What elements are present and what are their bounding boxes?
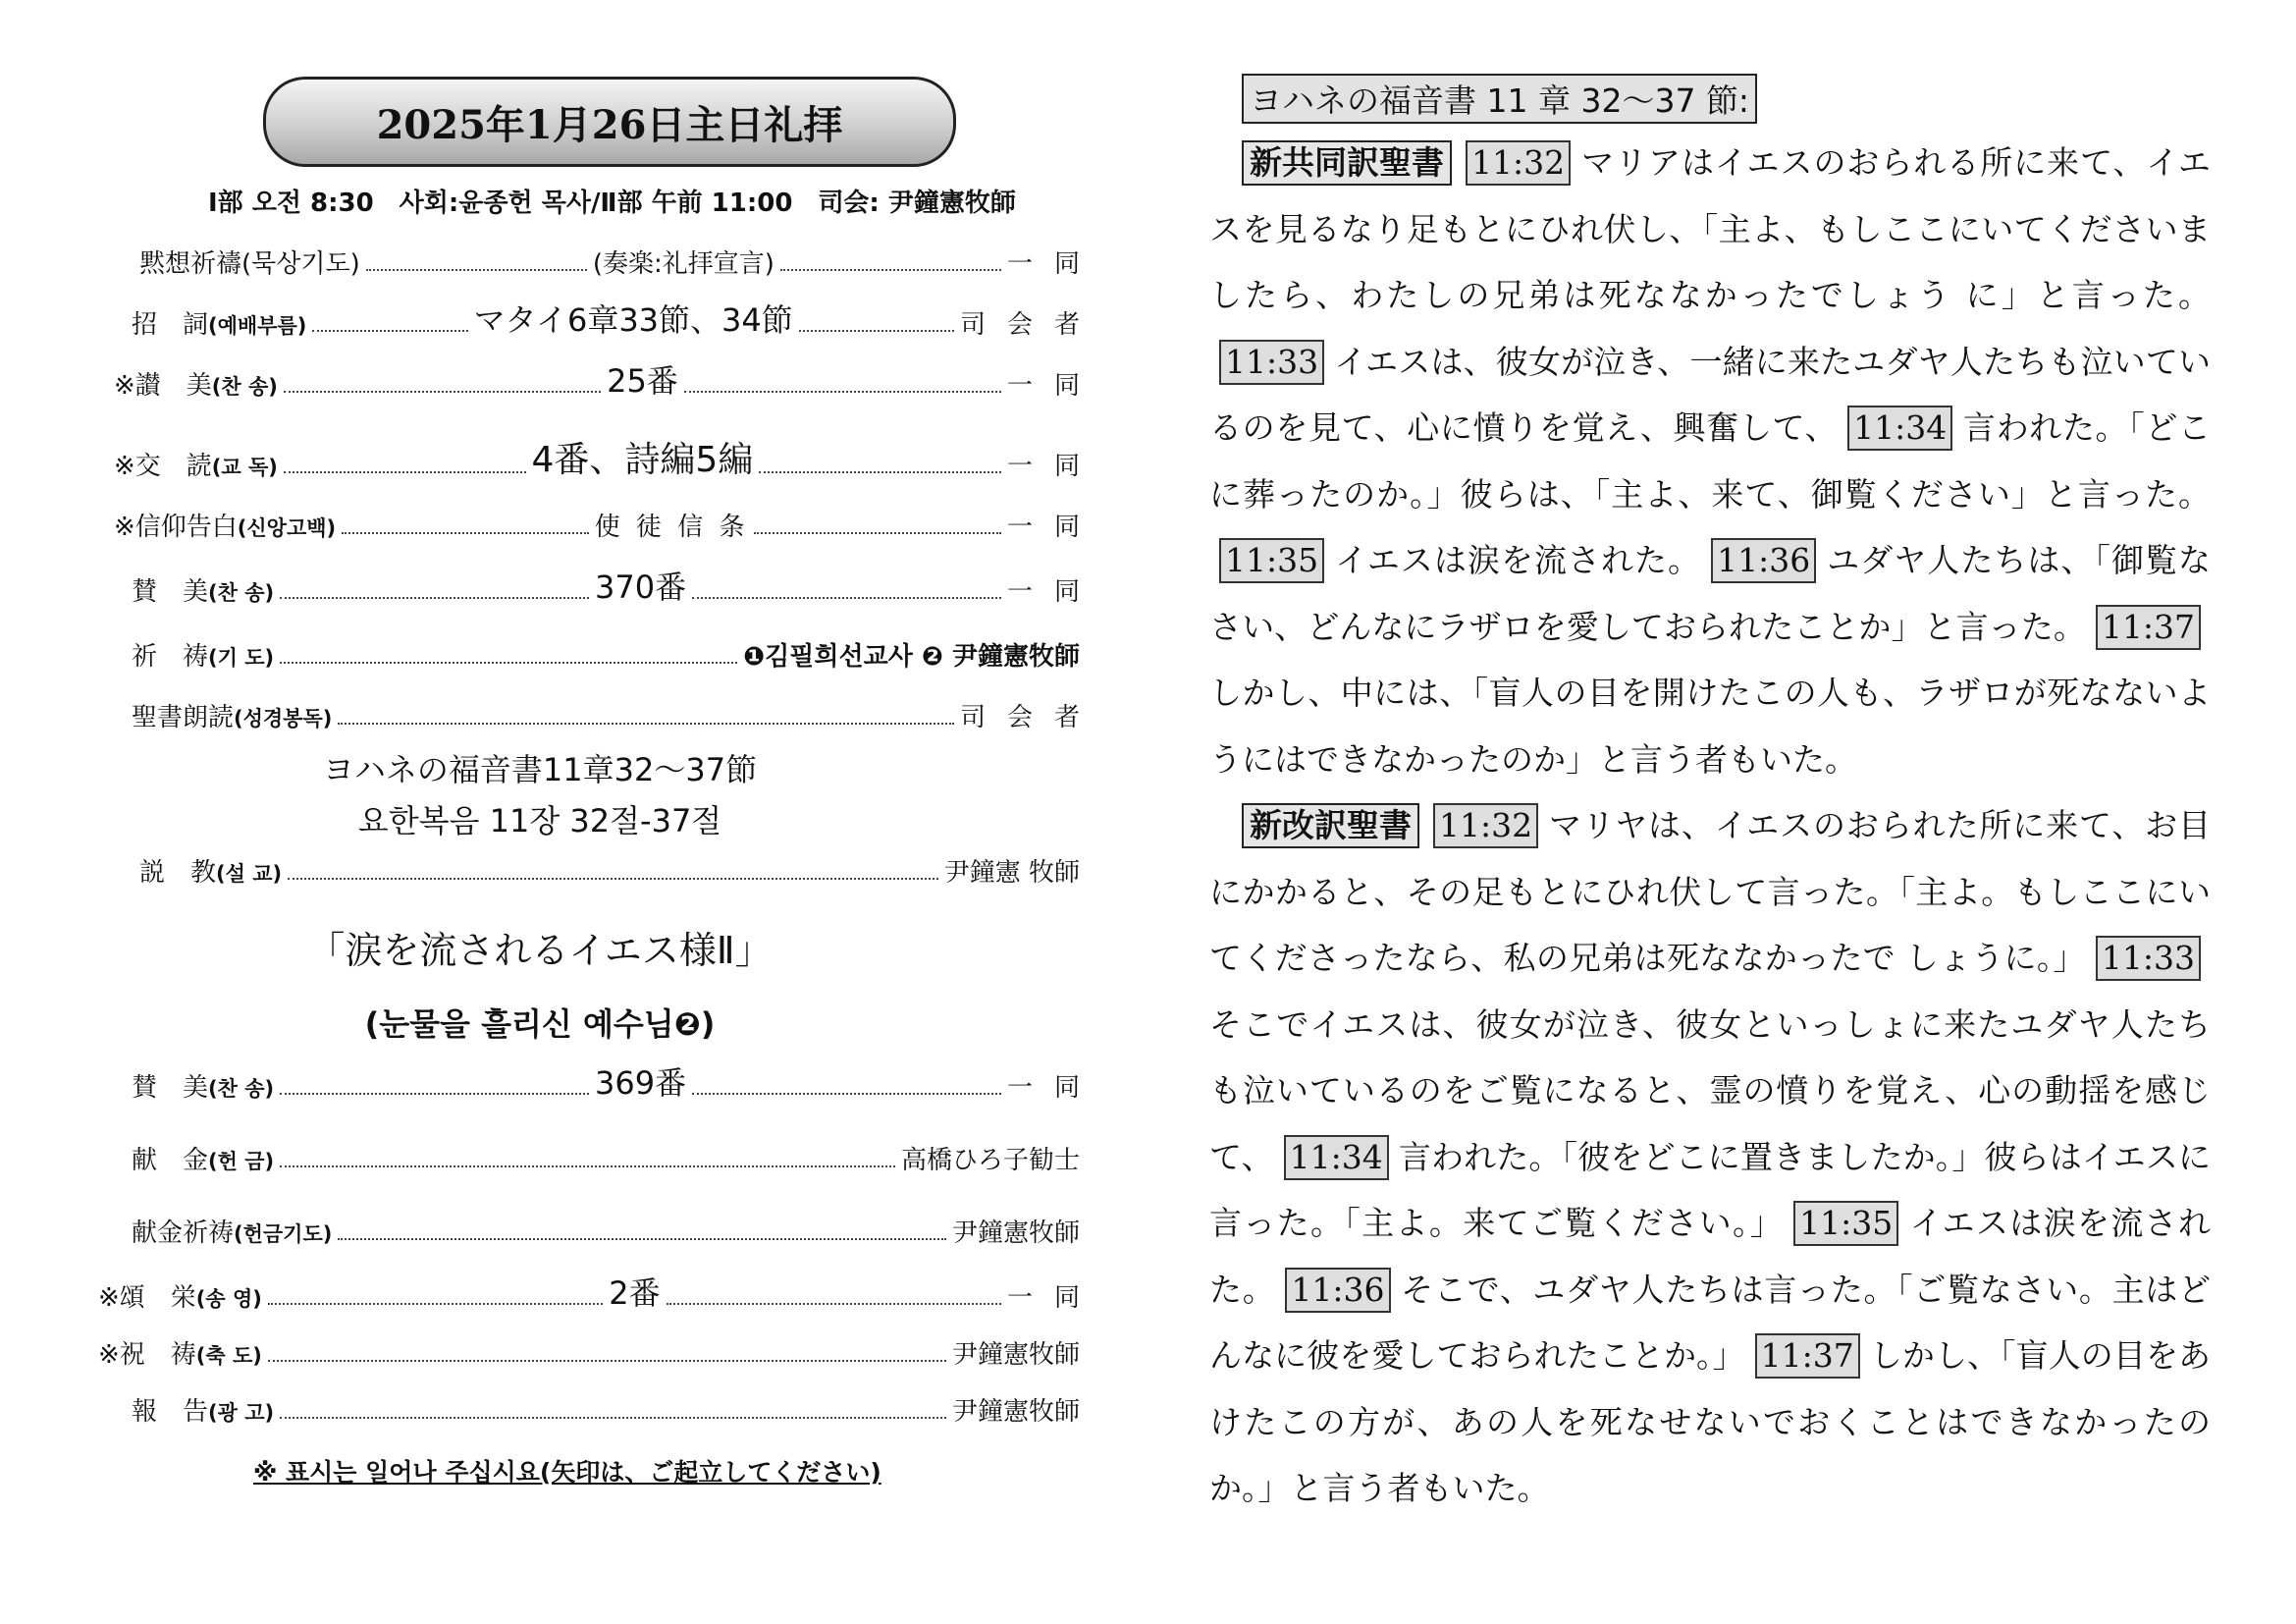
verse-number: 11:32 (1466, 140, 1571, 186)
standing-note: ※ 표시는 일어나 주십시요(矢印は、ご起立してください) (253, 1458, 881, 1487)
version-1-paragraph (1209, 130, 2211, 792)
verse-text: 言われた。「彼をどこに置きましたか。」彼らはイエスに言った。「主よ。来てご覧ください。」 (1209, 1137, 2211, 1242)
verse-text: イエスは涙を流された。 (1334, 541, 1702, 579)
item-right: 一同 (1007, 371, 1102, 401)
list-item (98, 500, 1102, 543)
item-label: ※交 読(교 독) (114, 452, 278, 481)
verse-text: マリヤは、イエスのおられた所に来て、お目にかかると、その足もとにひれ伏して言った。「主よ。もしここにいてくださったなら、私の兄弟は死ななかったで しょうに。」 (1209, 806, 2212, 977)
version-label: 新共同訳聖書 (1242, 140, 1452, 186)
item-right: 一同 (1006, 1073, 1101, 1103)
list-item (98, 1206, 1080, 1249)
item-label: 報 告(광 고) (132, 1397, 275, 1427)
item-label: 招 詞(예배부름) (132, 310, 307, 340)
item-label: 黙想祈禱(묵상기도) (139, 249, 360, 279)
worship-items-2 (98, 1060, 1101, 1428)
item-right: 尹鐘憲牧師 (951, 1397, 1080, 1427)
scripture-ko: 요한복음 11장 32절-37절 (357, 802, 722, 839)
list-item (98, 237, 1101, 280)
item-label: ※祝 祷(축 도) (98, 1340, 262, 1370)
item-right: 一同 (1006, 1283, 1101, 1313)
list-item (98, 629, 1080, 673)
service-title: 2025年1月26日主日礼拝 (263, 77, 956, 167)
item-right: 一同 (1006, 452, 1101, 481)
verse-number: 11:34 (1847, 406, 1952, 451)
item-right: ❶김필희선교사 ❷ 尹鐘憲牧師 (743, 642, 1080, 672)
item-right: 司会者 (959, 703, 1101, 732)
version-label: 新改訳聖書 (1242, 803, 1419, 848)
item-label: ※信仰告白(신앙고백) (114, 513, 337, 542)
item-right: 尹鐘憲 牧師 (943, 858, 1080, 888)
item-label: 祈 祷(기 도) (132, 642, 275, 672)
list-item (98, 1060, 1101, 1104)
list-item (98, 1133, 1080, 1176)
list-item (98, 690, 1101, 733)
verse-text: 言われた。「どこに葬ったのか。」彼らは、「主よ、来て、御覧ください」と言った。 (1209, 408, 2211, 514)
item-label: 賛 美(찬 송) (132, 1073, 275, 1103)
verse-text: しかし、「盲人の目をあけたこの方が、あの人を死なせないでおくことはできなかったのか。」と言う者もいた。 (1209, 1336, 2212, 1507)
list-item (98, 1384, 1080, 1428)
item-right: 尹鐘憲牧師 (951, 1340, 1080, 1370)
list-item (98, 565, 1101, 608)
item-mid: 4番、詩編5編 (531, 440, 754, 480)
item-label: 献金祈祷(헌금기도) (132, 1218, 333, 1248)
item-right: 司会者 (960, 310, 1102, 340)
sermon-row (98, 845, 1080, 889)
item-mid: マタイ6章33節、34節 (473, 301, 793, 339)
verse-text: イエスは涙を流された。 (1209, 1204, 2211, 1309)
sermon-title: 「涙を流されるイエス様Ⅱ」 (307, 929, 773, 972)
item-mid: 2番 (609, 1274, 661, 1312)
verse-text: マリアはイエスのおられる所に来て、イエスを見るなり足もとにひれ伏し、「主よ、もしここにいてくださいましたら、わたしの兄弟は死ななかったでしょう に」と言った。 (1209, 143, 2211, 314)
list-item (98, 358, 1102, 402)
item-right: 尹鐘憲牧師 (951, 1218, 1080, 1248)
verse-number: 11:35 (1793, 1201, 1898, 1246)
verse-text: ユダヤ人たちは、「御覧なさい、どんなにラザロを愛しておられたことか」と言った。 (1209, 541, 2212, 646)
list-item (98, 439, 1101, 482)
list-item (98, 298, 1102, 341)
sermon-subtitle: (눈물을 흘리신 예수님❷) (364, 1005, 716, 1043)
item-label: ※頌 栄(송 영) (98, 1283, 262, 1313)
item-label: 賛 美(찬 송) (132, 577, 275, 607)
verse-text: イエスは、彼女が泣き、一緒に来たユダヤ人たちも泣いているのを見て、心に憤りを覚え、興奮して、 (1209, 342, 2211, 447)
item-mid: 369番 (595, 1064, 687, 1102)
verse-number: 11:36 (1285, 1268, 1390, 1313)
list-item (98, 1271, 1101, 1314)
item-right: 高橋ひろ子勧士 (900, 1146, 1080, 1175)
list-item (98, 1327, 1080, 1371)
worship-items (98, 237, 1102, 733)
item-right: 一同 (1007, 513, 1102, 542)
item-mid: 25番 (607, 362, 678, 400)
verse-number: 11:33 (2096, 936, 2201, 981)
item-label: 聖書朗読(성경봉독) (132, 703, 333, 732)
order-of-worship (98, 77, 1102, 1489)
verse-text: そこで、ユダヤ人たちは言った。「ご覧なさい。主はどんなに彼を愛しておられたことか。」 (1209, 1270, 2212, 1375)
verse-number: 11:34 (1284, 1135, 1389, 1180)
service-times: Ⅰ部 오전 8:30 사회:윤종헌 목사/Ⅱ部 午前 11:00 司会: 尹鐘憲牧師 (208, 189, 1016, 218)
version-2-paragraph (1209, 792, 2211, 1522)
verse-number: 11:36 (1711, 538, 1816, 583)
verse-number: 11:33 (1219, 340, 1324, 385)
item-mid: (奏楽:礼拝宣言) (592, 249, 774, 279)
verse-number: 11:35 (1219, 538, 1324, 583)
item-mid: 使 徒 信 条 (594, 513, 749, 542)
verse-number: 11:37 (2096, 605, 2201, 650)
verse-text: しかし、中には、「盲人の目を開けたこの人も、ラザロが死なないようにはできなかったのか」と言う者もいた。 (1209, 674, 2212, 779)
verse-text: そこでイエスは、彼女が泣き、彼女といっしょに来たユダヤ人たちも泣いているのをご覧になると、霊の憤りを覚え、心の動揺を感じて、 (1209, 1004, 2211, 1176)
item-label: ※讃 美(찬 송) (114, 371, 278, 401)
verse-number: 11:32 (1433, 803, 1538, 848)
scripture-jp: ヨハネの福音書11章32～37節 (322, 751, 758, 788)
scripture-heading: ヨハネの福音書 11 章 32～37 節: (1242, 74, 1757, 124)
item-label: 説 教(설 교) (139, 858, 283, 888)
item-label: 献 金(헌 금) (132, 1146, 275, 1175)
item-mid: 370番 (595, 568, 687, 606)
verse-number: 11:37 (1755, 1333, 1860, 1379)
item-right: 一同 (1006, 249, 1101, 279)
scripture-text (1209, 74, 2211, 1522)
item-right: 一同 (1006, 577, 1101, 607)
